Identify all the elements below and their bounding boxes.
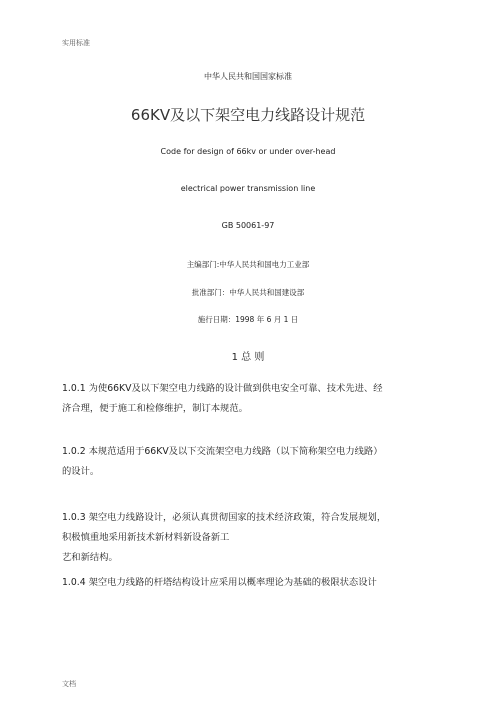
document-title: 66KV及以下架空电力线路设计规范 (130, 106, 366, 124)
english-title-line-1: Code for design of 66kv or under over-head (160, 147, 336, 156)
clause-line: 1.0.4 架空电力线路的杆塔结构设计应采用以概率理论为基础的极限状态设计 (62, 577, 377, 588)
clause-1-0-1 (62, 379, 442, 419)
chief-department: 主编部门:中华人民共和国电力工业部 (186, 260, 310, 269)
clause-1-0-2 (62, 442, 442, 482)
issuer-line: 中华人民共和国国家标准 (204, 72, 292, 81)
page-header-label: 实用标准 (62, 39, 90, 47)
clause-line: 1.0.2 本规范适用于66KV及以下交流架空电力线路（以下简称架空电力线路） (62, 446, 383, 457)
standard-code: GB 50061-97 (221, 221, 275, 230)
effective-date: 施行日期：1998 年 6 月 1 日 (197, 315, 299, 324)
clause-line: 济合理，便于施工和检修维护，制订本规范。 (62, 403, 248, 414)
clause-1-0-3 (62, 508, 442, 568)
chapter-heading: 1 总 则 (231, 352, 265, 363)
clause-line: 的设计。 (62, 466, 100, 477)
page-footer-label: 文档 (62, 680, 76, 688)
clause-line: 积极慎重地采用新技术新材料新设备新工 (62, 532, 230, 543)
approval-department: 批准部门：中华人民共和国建设部 (191, 288, 305, 297)
clause-line: 1.0.1 为使66KV及以下架空电力线路的设计做到供电安全可靠、技术先进、经 (62, 383, 383, 394)
english-title-line-2: electrical power transmission line (180, 184, 316, 193)
clause-line: 艺和新结构。 (62, 552, 118, 563)
clause-1-0-4 (62, 573, 442, 593)
clause-line: 1.0.3 架空电力线路设计，必须认真贯彻国家的技术经济政策，符合发展规划， (62, 512, 387, 523)
